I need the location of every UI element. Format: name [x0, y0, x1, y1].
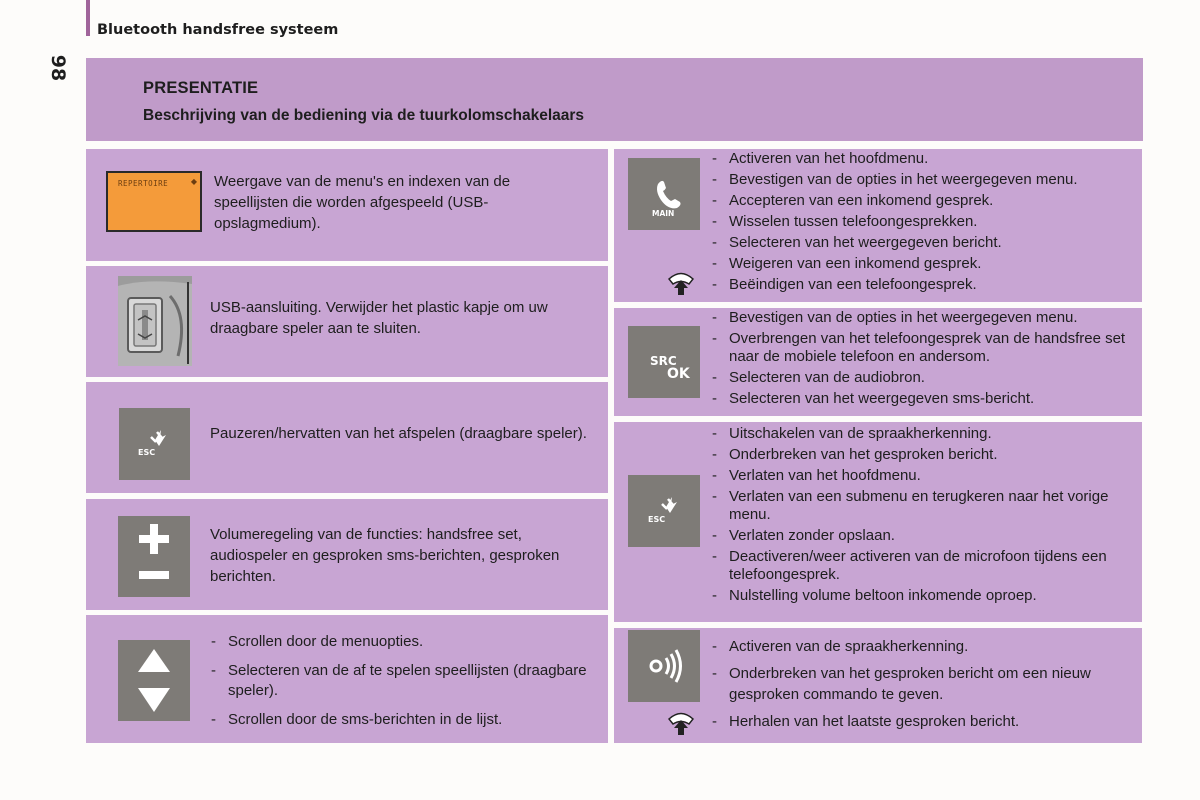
list-item: - Scrollen door de menuopties. [209, 632, 599, 652]
esc-symbol-icon [628, 475, 700, 547]
esc-button-icon [119, 408, 190, 480]
src-ok-button-icon [628, 326, 700, 398]
esc-label: ESC [138, 448, 156, 457]
list-item: - Scrollen door de sms-berichten in de lijst. [209, 710, 599, 730]
hangup-icon [667, 270, 695, 296]
arrow-down-icon [138, 688, 170, 712]
arrow-up-icon [138, 649, 170, 672]
main-label: MAIN [652, 209, 675, 218]
display-screen-icon [106, 171, 202, 232]
list-item: - Bevestigen van de opties in het weergegeven menu. [710, 309, 1135, 327]
usb-port-icon [118, 276, 192, 366]
volume-description: Volumeregeling van de functies: handsfree set, audiospeler en gesproken sms-berichten, gesproken berichten. [210, 526, 560, 585]
panel-volume [86, 499, 608, 610]
display-description: Weergave van de menu's en indexen van de speellijsten die worden afgespeeld (USB-opslagmedium). [214, 173, 511, 232]
esc-list [710, 425, 1135, 608]
panel-main [614, 149, 1142, 302]
list-item: - Wisselen tussen telefoongesprekken. [710, 213, 1135, 231]
list-item: - Selecteren van het weergegeven bericht. [710, 234, 1135, 252]
list-item: - Selecteren van de audiobron. [710, 369, 1135, 387]
usb-description: USB-aansluiting. Verwijder het plastic kapje om uw draagbare speler aan te sluiten. [210, 299, 548, 337]
src-list [710, 309, 1135, 411]
scroll-list [209, 632, 599, 739]
esc-symbol-icon [119, 408, 190, 480]
esc-button-icon-right [628, 475, 700, 547]
pause-description: Pauzeren/hervatten van het afspelen (draagbare speler). [210, 425, 587, 442]
panel-display [86, 149, 608, 261]
panel-scroll [86, 615, 608, 743]
panel-esc [614, 422, 1142, 622]
voice-button-icon [628, 630, 700, 702]
accent-bar [86, 0, 90, 36]
list-item: - Deactiveren/weer activeren van de microfoon tijdens een telefoongesprek. [710, 548, 1135, 584]
esc-label: ESC [648, 515, 666, 524]
display-screen-text: REPERTOIRE [118, 179, 169, 188]
section-subtitle: Beschrijving van de bediening via de tuurkolomschakelaars [143, 107, 585, 124]
scroll-buttons [118, 640, 190, 721]
src-label: SRC [650, 354, 677, 368]
list-item: - Onderbreken van het gesproken bericht om een nieuw gesproken commando te geven. [710, 663, 1135, 705]
list-item: - Activeren van de spraakherkenning. [710, 636, 1135, 657]
main-button-icon [628, 158, 700, 230]
voice-list [710, 636, 1135, 735]
panel-usb [86, 266, 608, 377]
phone-icon [628, 158, 700, 230]
list-item: - Beëindigen van een telefoongesprek. [710, 276, 1135, 294]
main-list [710, 150, 1135, 297]
list-item: - Herhalen van het laatste gesproken bericht. [710, 711, 1135, 732]
volume-buttons [118, 516, 190, 597]
section-title: PRESENTATIE [143, 79, 259, 97]
list-item: - Weigeren van een inkomend gesprek. [710, 255, 1135, 273]
list-item: - Onderbreken van het gesproken bericht. [710, 446, 1135, 464]
list-item: - Verlaten van een submenu en terugkeren naar het vorige menu. [710, 488, 1135, 524]
panel-src [614, 308, 1142, 416]
list-item: - Verlaten van het hoofdmenu. [710, 467, 1135, 485]
list-item: - Nulstelling volume beltoon inkomende oproep. [710, 587, 1135, 605]
voice-command-icon [628, 630, 700, 702]
panel-pause [86, 382, 608, 493]
list-item: - Activeren van het hoofdmenu. [710, 150, 1135, 168]
plus-icon [139, 524, 169, 554]
header-band [86, 58, 1143, 141]
list-item: - Verlaten zonder opslaan. [710, 527, 1135, 545]
list-item: - Uitschakelen van de spraakherkenning. [710, 425, 1135, 443]
ok-label: OK [667, 366, 690, 382]
running-head: Bluetooth handsfree systeem [97, 22, 339, 38]
list-item: - Overbrengen van het telefoongesprek van de handsfree set naar de mobiele telefoon en andersom. [710, 330, 1135, 366]
page-number: 98 [47, 54, 69, 82]
hangup-icon [667, 710, 695, 736]
minus-icon [139, 571, 169, 579]
list-item: - Selecteren van het weergegeven sms-bericht. [710, 390, 1135, 408]
list-item: - Selecteren van de af te spelen speellijsten (draagbare speler). [209, 661, 599, 701]
panel-voice [614, 628, 1142, 743]
list-item: - Accepteren van een inkomend gesprek. [710, 192, 1135, 210]
updown-indicator-icon: ◆ [190, 177, 197, 186]
list-item: - Bevestigen van de opties in het weergegeven menu. [710, 171, 1135, 189]
